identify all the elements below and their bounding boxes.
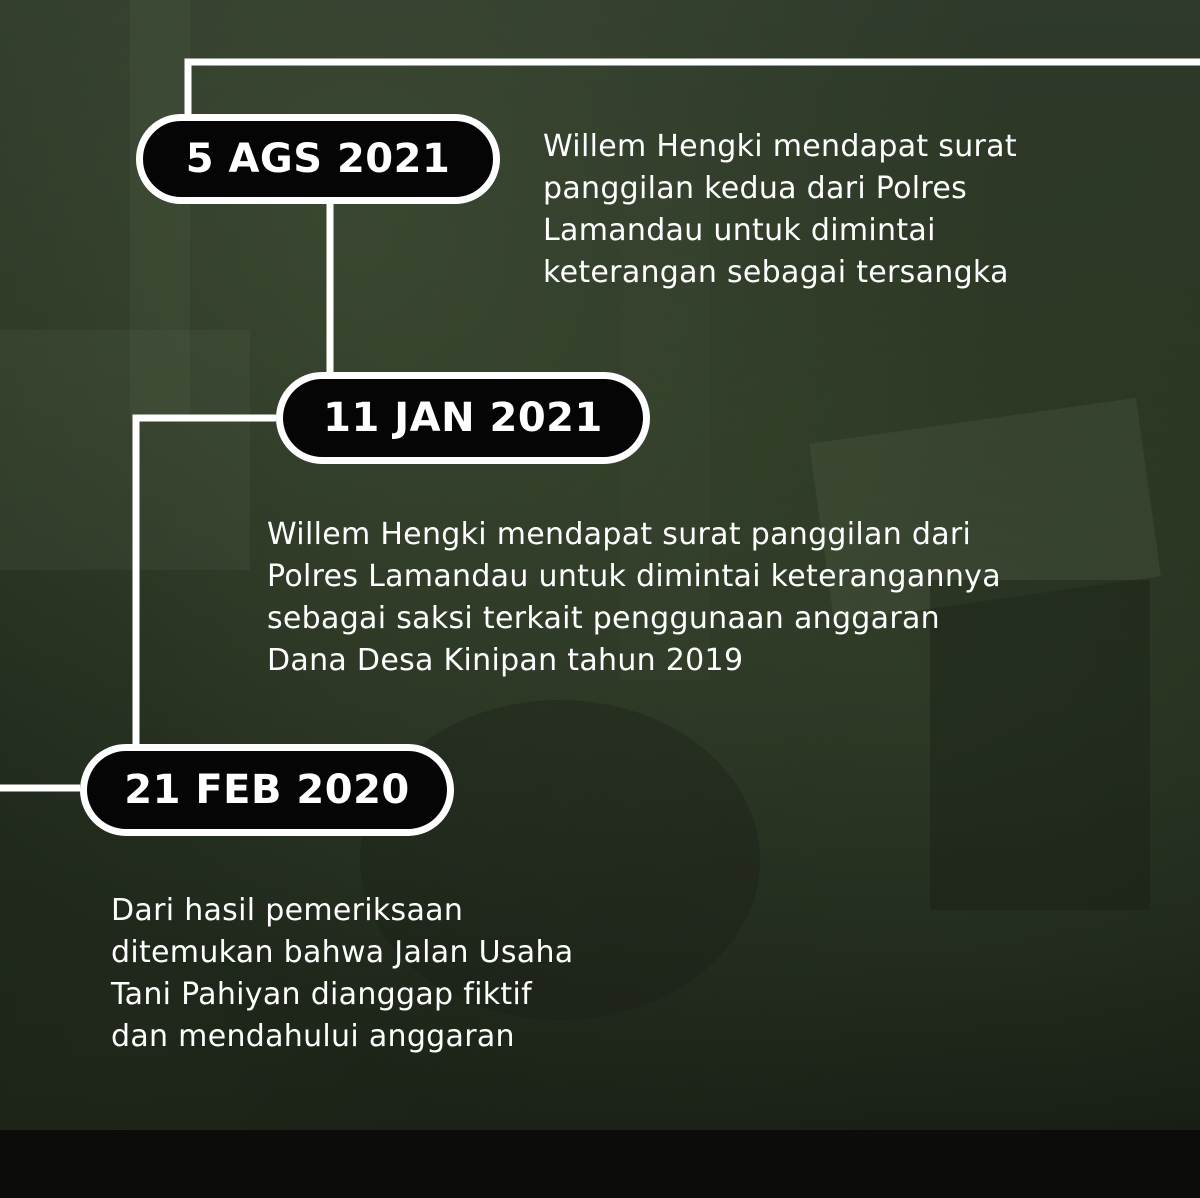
bottom-band [0, 1130, 1200, 1198]
date-pill-event-2: 11 JAN 2021 [276, 372, 650, 464]
event-3-line: dan mendahului anggaran [111, 1019, 515, 1054]
event-2-line: sebagai saksi terkait penggunaan anggaran [267, 601, 940, 636]
event-3-line: Tani Pahiyan dianggap fiktif [111, 977, 532, 1012]
event-1-line: panggilan kedua dari Polres [543, 171, 968, 206]
event-3-line: Dari hasil pemeriksaan [111, 893, 464, 928]
event-2-line: Willem Hengki mendapat surat panggilan dari [267, 517, 972, 552]
event-2-line: Dana Desa Kinipan tahun 2019 [267, 643, 744, 678]
event-1-line: keterangan sebagai tersangka [543, 255, 1009, 290]
event-3-line: ditemukan bahwa Jalan Usaha [111, 935, 574, 970]
connector-top [188, 62, 1200, 114]
connector-2-to-3 [136, 418, 276, 744]
date-pill-event-1: 5 AGS 2021 [136, 114, 500, 204]
date-pill-event-3: 21 FEB 2020 [80, 744, 454, 836]
event-description-2 [267, 514, 1001, 682]
event-description-1 [543, 126, 1017, 294]
event-1-line: Lamandau untuk dimintai [543, 213, 936, 248]
event-2-line: Polres Lamandau untuk dimintai keterangannya [267, 559, 1001, 594]
event-1-line: Willem Hengki mendapat surat [543, 129, 1017, 164]
event-description-3 [111, 890, 573, 1058]
